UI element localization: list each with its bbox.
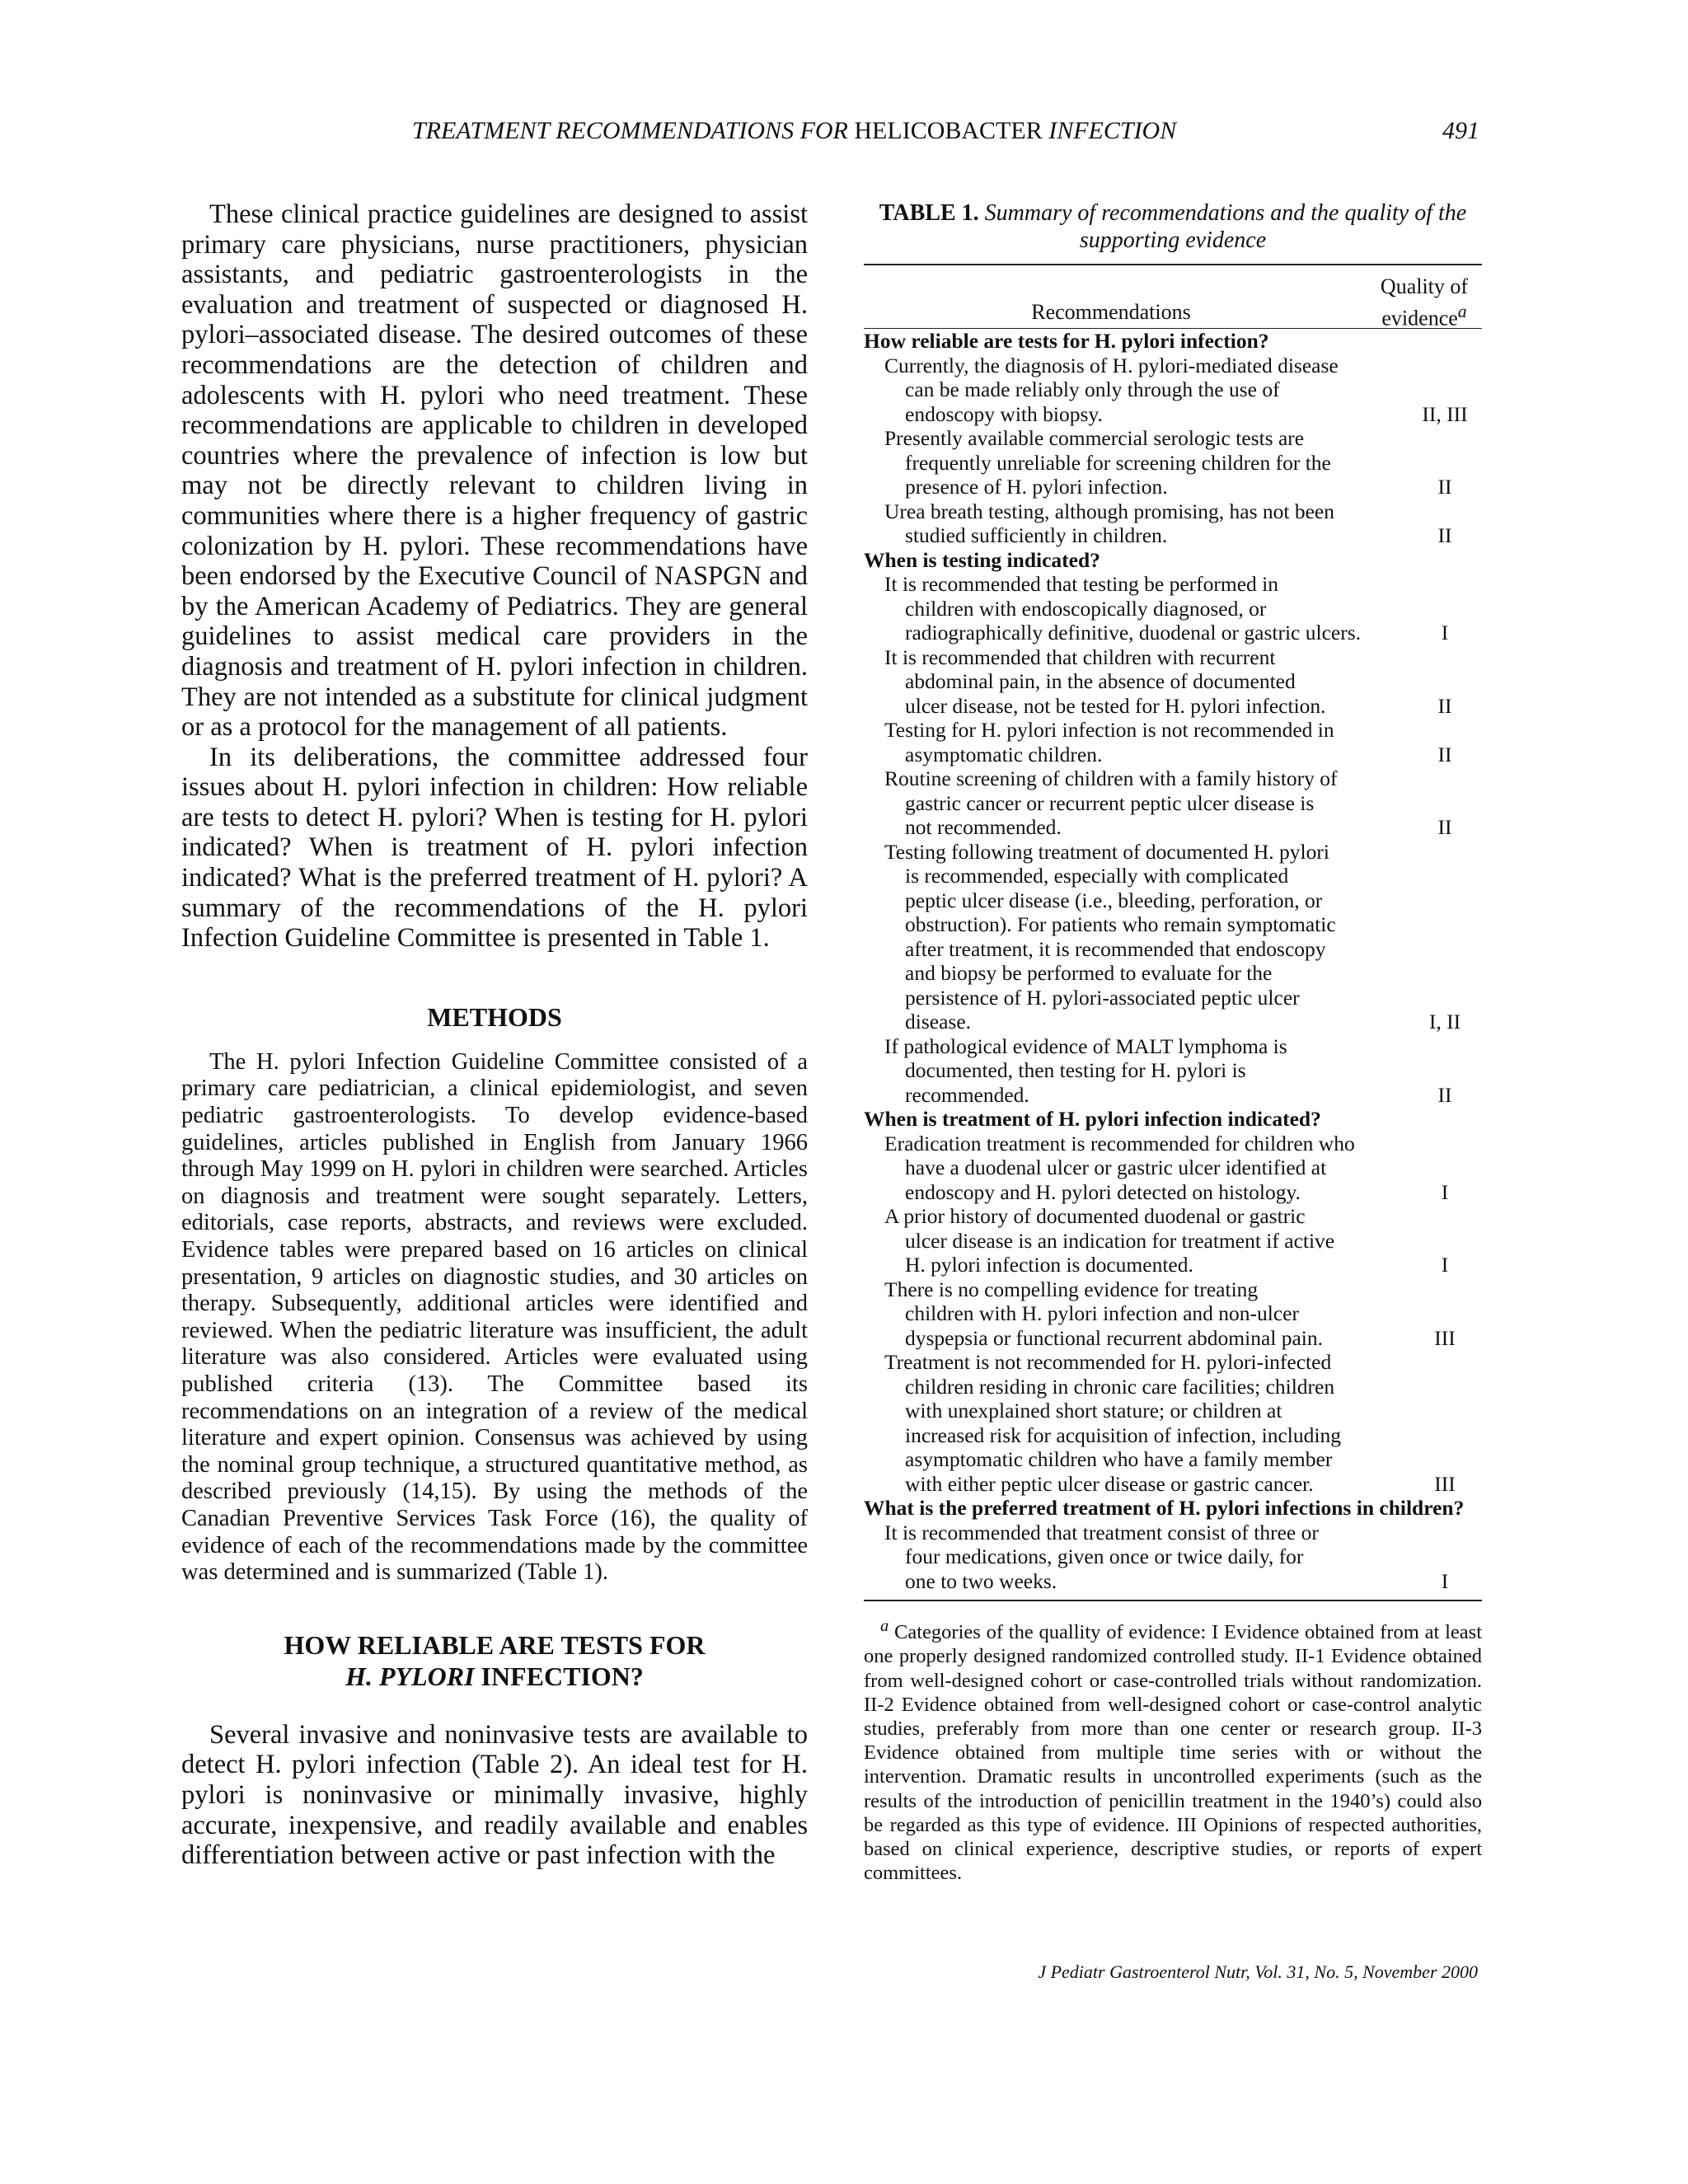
recommendation-line: It is recommended that testing be performed in <box>884 572 1278 596</box>
table-row <box>864 839 1461 1034</box>
table-row <box>864 1131 1449 1205</box>
recommendation-line: H. pylori infection is documented. <box>905 1253 1193 1277</box>
recommendation-line: It is recommended that treatment consist of three or <box>884 1520 1319 1544</box>
evidence-grade: II, III <box>1422 401 1468 426</box>
evidence-grade: III <box>1434 1471 1456 1496</box>
tests-heading-genus: H. PYLORI <box>345 1661 475 1691</box>
recommendation-line: one to two weeks. <box>905 1568 1057 1593</box>
recommendation-line: can be made reliably only through the use of <box>905 377 1280 401</box>
recommendation-line: disease. <box>905 1010 972 1033</box>
recommendation-line: persistence of H. pylori-associated peptic ulcer <box>905 985 1300 1010</box>
table-row <box>864 1277 1456 1351</box>
table-row <box>864 1350 1456 1496</box>
journal-footer: J Pediatr Gastroenterol Nutr, Vol. 31, No. 5, November 2000 <box>1038 1961 1478 1982</box>
intro-paragraph-1: These clinical practice guidelines are designed to assist primary care physicians, nurse practitioners, physician assistants, and pediatric gastroenterologists in the evaluation and treatment of suspected or diagnosed H. pylori–associated disease. The desired outcomes of these recommendations are the detection of children and adolescents with H. pylori who need treatment. These recommendations are applicable to children in developed countries where the prevalence of infection is low but may not be directly relevant to children living in communities where there is a higher frequency of gastric colonization by H. pylori. These recommendations have been endorsed by the Executive Council of NASPGN and by the American Academy of Pediatrics. They are general guidelines to assist medical care providers in the diagnosis and treatment of H. pylori infection in children. They are not intended as a substitute for clinical judgment or as a protocol for the management of all patients. <box>181 199 808 743</box>
evidence-grade: II <box>1437 475 1452 499</box>
recommendation-line: with unexplained short stature; or children at <box>905 1399 1282 1422</box>
recommendation-line: and biopsy be performed to evaluate for the <box>905 961 1273 985</box>
evidence-grade: I <box>1441 621 1449 644</box>
table-row <box>864 644 1452 719</box>
col-header-quality-text: Quality of evidence <box>1380 274 1469 330</box>
table-1 <box>864 199 1482 1885</box>
recommendation-line: with either peptic ulcer disease or gastric cancer. <box>905 1471 1314 1496</box>
recommendation-line: Eradication treatment is recommended for children who <box>884 1131 1355 1155</box>
table-caption <box>864 199 1482 254</box>
tests-heading-line2: INFECTION? <box>474 1661 644 1691</box>
recommendation-line: children residing in chronic care facilities; children <box>905 1374 1335 1399</box>
recommendation-line: peptic ulcer disease (i.e., bleeding, perforation, or <box>905 888 1323 912</box>
evidence-grade: III <box>1434 1325 1456 1350</box>
recommendation-line: Treatment is not recommended for H. pylori-infected <box>884 1350 1332 1374</box>
recommendation-line: Urea breath testing, although promising, has not been <box>884 499 1334 523</box>
intro-paragraph-2: In its deliberations, the committee addressed four issues about H. pylori infection in children: How reliable are tests to detect H. pylori? When is testing for H. pylori indicated? When is treatment of H. pylori infection indicated? What is the preferred treatment of H. pylori? A summary of the recommendations of the H. pylori Infection Guideline Committee is presented in Table 1. <box>181 742 808 954</box>
recommendation-line: after treatment, it is recommended that endoscopy <box>905 936 1326 961</box>
table-row <box>864 426 1452 499</box>
left-column <box>181 199 808 1871</box>
recommendation-line: A prior history of documented duodenal or gastric <box>884 1204 1306 1228</box>
recommendation-line: asymptomatic children. <box>905 742 1103 766</box>
recommendation-line: four medications, given once or twice daily, for <box>905 1544 1304 1568</box>
evidence-grade: I <box>1441 1568 1449 1593</box>
col-header-quality-sup: a <box>1457 302 1467 321</box>
table-section-question: When is testing indicated? <box>864 547 1100 572</box>
recommendation-line: ulcer disease, not be tested for H. pylori infection. <box>905 693 1326 718</box>
methods-paragraph: The H. pylori Infection Guideline Committee consisted of a primary care pediatrician, a clinical epidemiologist, and seven pediatric gastroenterologists. To develop evidence-based guidelines, articles published in English from January 1966 through May 1999 on H. pylori in children were searched. Articles on diagnosis and treatment were sought separately. Letters, editorials, case reports, abstracts, and reviews were excluded. Evidence tables were prepared based on 16 articles on clinical presentation, 9 articles on diagnostic studies, and 30 articles on therapy. Subsequently, additional articles were identified and reviewed. When the pediatric literature was insufficient, the adult literature was also considered. Articles were evaluated using published criteria (13). The Committee based its recommendations on an integration of a review of the medical literature and expert opinion. Consensus was achieved by using the nominal group technique, a structured quantitative method, as described previously (14,15). By using the methods of the Canadian Preventive Services Task Force (16), the quality of evidence of each of the recommendations made by the committee was determined and is summarized (Table 1). <box>181 1048 808 1586</box>
evidence-grade: II <box>1437 815 1452 839</box>
footnote-marker: a <box>880 1617 889 1635</box>
table-caption-text: Summary of recommendations and the quality of the supporting evidence <box>984 200 1467 253</box>
table-section-question: When is treatment of H. pylori infection indicated? <box>864 1107 1321 1131</box>
recommendation-line: endoscopy and H. pylori detected on histology. <box>905 1179 1301 1204</box>
recommendation-line: Testing for H. pylori infection is not recommended in <box>884 718 1334 742</box>
recommendation-line: radiographically definitive, duodenal or gastric ulcers. <box>905 621 1362 644</box>
recommendation-line: dyspepsia or functional recurrent abdominal pain. <box>905 1325 1323 1350</box>
recommendation-line: presence of H. pylori infection. <box>905 475 1168 499</box>
col-header-recommendations: Recommendations <box>1031 300 1191 324</box>
running-head <box>412 117 1484 145</box>
col-header-quality <box>1367 274 1482 331</box>
recommendation-line: have a duodenal ulcer or gastric ulcer identified at <box>905 1155 1327 1179</box>
recommendation-line: studied sufficiently in children. <box>905 523 1168 547</box>
evidence-grade: I <box>1441 1179 1449 1204</box>
table-label: TABLE 1. <box>879 200 979 226</box>
table-row <box>864 766 1452 840</box>
recommendation-line: increased risk for acquisition of infection, including <box>905 1422 1341 1447</box>
evidence-grade: I <box>1441 1253 1449 1277</box>
recommendation-line: If pathological evidence of MALT lymphoma is <box>884 1033 1287 1058</box>
recommendation-line: documented, then testing for H. pylori is <box>905 1058 1246 1082</box>
running-head-genus: HELICOBACTER <box>854 117 1043 144</box>
table-footnote <box>864 1615 1482 1885</box>
recommendation-line: gastric cancer or recurrent peptic ulcer disease is <box>905 790 1315 815</box>
recommendation-line: There is no compelling evidence for treating <box>884 1277 1259 1301</box>
recommendation-line: children with H. pylori infection and non-ulcer <box>905 1301 1299 1325</box>
recommendation-line: Testing following treatment of documented H. pylori <box>884 839 1329 864</box>
tests-heading-line1: HOW RELIABLE ARE TESTS FOR <box>284 1629 706 1660</box>
recommendation-line: Routine screening of children with a family history of <box>884 766 1338 790</box>
recommendation-line: not recommended. <box>905 815 1062 839</box>
recommendation-line: Currently, the diagnosis of H. pylori-mediated disease <box>884 353 1339 377</box>
recommendation-line: ulcer disease is an indication for treatment if active <box>905 1228 1335 1253</box>
table-body <box>864 329 1482 1593</box>
footnote-text: Categories of the quallity of evidence: I Evidence obtained from at least one properly designed randomized controlled study. II-1 Evidence obtained from well-designed cohort or case-controlled trials without randomization. II-2 Evidence obtained from well-designed cohort or case-control analytic studies, preferably from more than one center or research group. II-3 Evidence obtained from multiple time series with or without the intervention. Dramatic results in uncontrolled experiments (such as the results of the introduction of penicillin treatment in the 1940’s) could also be regarded as this type of evidence. III Opinions of respected authorities, based on clinical experience, descriptive studies, or reports of expert committees. <box>864 1621 1482 1885</box>
methods-heading: METHODS <box>427 1001 562 1032</box>
tests-paragraph: Several invasive and noninvasive tests are available to detect H. pylori infection (Table 2). An ideal test for H. pylori is noninvasive or minimally invasive, highly accurate, inexpensive, and readily available and enables differentiation between active or past infection with the <box>181 1719 808 1871</box>
recommendation-line: Presently available commercial serologic tests are <box>884 426 1305 450</box>
recommendation-line: endoscopy with biopsy. <box>905 401 1103 426</box>
tests-heading <box>181 1629 808 1692</box>
evidence-grade: I, II <box>1428 1010 1461 1033</box>
recommendation-line: frequently unreliable for screening children for the <box>905 450 1331 475</box>
running-head-part: TREATMENT RECOMMENDATIONS FOR <box>412 117 855 144</box>
recommendation-line: children with endoscopically diagnosed, or <box>905 596 1267 621</box>
table-header-row <box>864 265 1482 328</box>
table-row <box>864 1033 1452 1108</box>
recommendation-line: It is recommended that children with recurrent <box>884 644 1276 669</box>
evidence-grade: II <box>1437 1082 1452 1107</box>
table-row <box>864 1204 1449 1277</box>
page-number: 491 <box>1442 117 1479 144</box>
recommendation-line: asymptomatic children who have a family member <box>905 1447 1333 1471</box>
table-row <box>864 353 1468 427</box>
evidence-grade: II <box>1437 742 1452 766</box>
table-row <box>864 718 1452 766</box>
table-row <box>864 1520 1449 1594</box>
recommendation-line: recommended. <box>905 1082 1029 1107</box>
evidence-grade: II <box>1437 523 1452 547</box>
recommendation-line: obstruction). For patients who remain symptomatic <box>905 912 1336 936</box>
recommendation-line: is recommended, especially with complicated <box>905 864 1289 888</box>
table-row <box>864 499 1452 548</box>
running-head-part: INFECTION <box>1042 117 1177 144</box>
table-row <box>864 572 1449 645</box>
table-section-question: How reliable are tests for H. pylori infection? <box>864 329 1269 353</box>
evidence-grade: II <box>1437 693 1452 718</box>
recommendation-line: abdominal pain, in the absence of documented <box>905 669 1296 693</box>
table-section-question: What is the preferred treatment of H. pylori infections in children? <box>864 1496 1465 1520</box>
